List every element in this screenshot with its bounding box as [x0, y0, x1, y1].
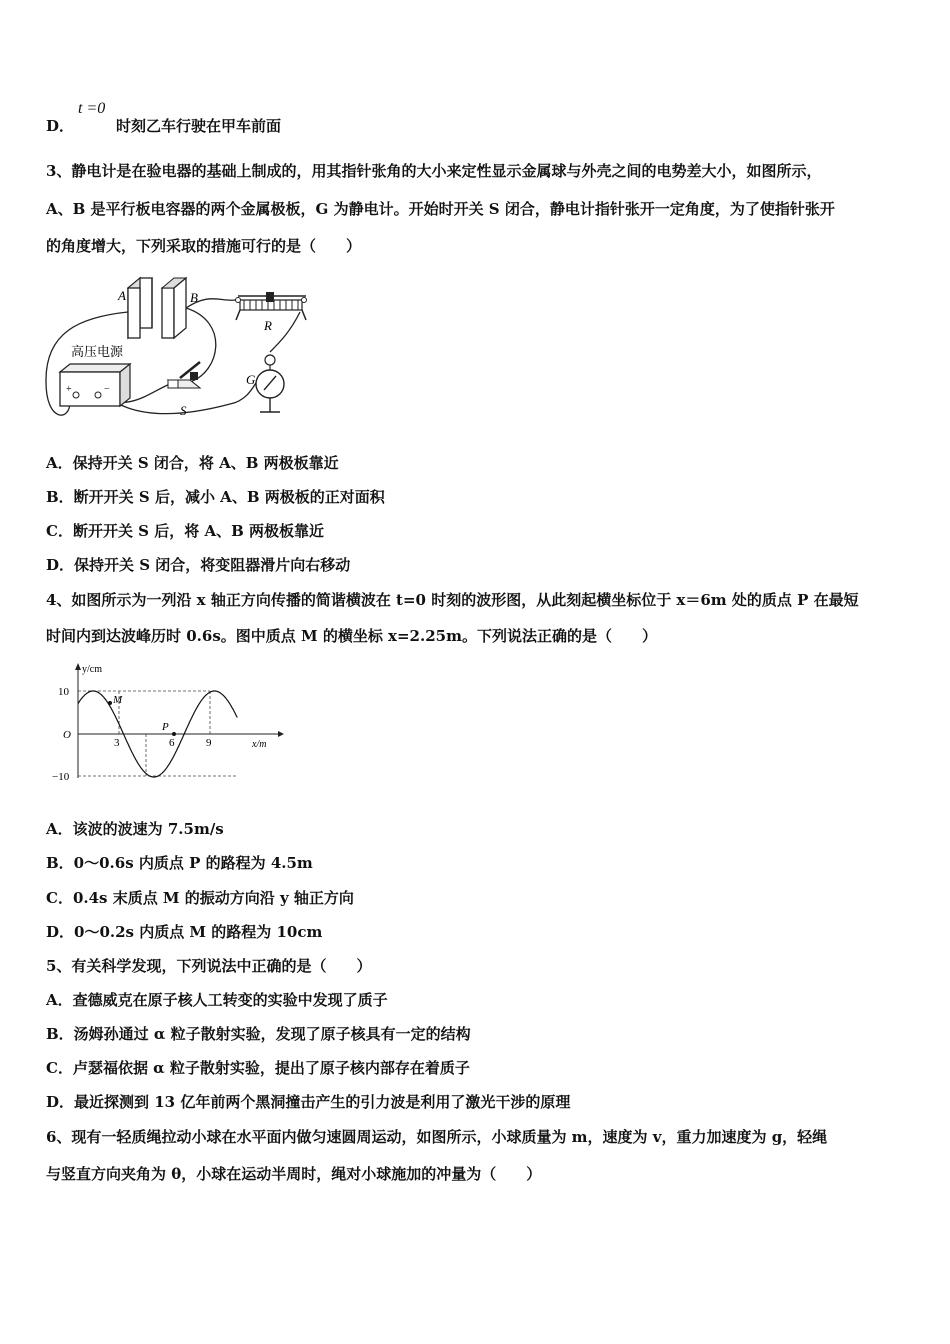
x-tick-3: 3 [114, 737, 120, 749]
option-letter: D． [46, 117, 75, 135]
q2-option-d-text: 时刻乙车行驶在甲车前面 [116, 117, 282, 135]
y-tick-top: 10 [58, 686, 69, 698]
q5-option-c: C．卢瑟福依据 α 粒子散射实验，提出了原子核内部存在着质子 [46, 1059, 470, 1077]
q3-stem-line2: A、B 是平行板电容器的两个金属极板，G 为静电计。开始时开关 S 闭合，静电计指针张开一定角度，为了使指针张开 [46, 200, 835, 218]
q3-option-a: A．保持开关 S 闭合，将 A、B 两极板靠近 [46, 454, 339, 472]
point-m-label: M [113, 694, 123, 706]
q6-stem-line2: 与竖直方向夹角为 θ，小球在运动半周时，绳对小球施加的冲量为（ ） [46, 1165, 542, 1183]
q6-stem-line1: 6、现有一轻质绳拉动小球在水平面内做匀速圆周运动，如图所示，小球质量为 m，速度为 v，重力加速度为 g，轻绳 [46, 1128, 828, 1146]
plate-b [162, 278, 186, 338]
point-p-dot [172, 732, 176, 736]
label-r: R [264, 318, 272, 333]
point-p-label: P [162, 721, 169, 733]
q5-option-b: B．汤姆孙通过 α 粒子散射实验，发现了原子核具有一定的结构 [46, 1025, 471, 1043]
q3-option-b: B．断开开关 S 后，减小 A、B 两极板的正对面积 [46, 488, 385, 506]
wave-graph [50, 660, 290, 785]
x-tick-6: 6 [169, 737, 175, 749]
q5-stem: 5、有关科学发现，下列说法中正确的是（ ） [46, 957, 372, 975]
q4-option-c: C．0.4s 末质点 M 的振动方向沿 y 轴正方向 [46, 889, 354, 907]
y-axis-label: y/cm [82, 664, 102, 675]
point-m-dot [108, 701, 112, 705]
q4-stem-line1: 4、如图所示为一列沿 x 轴正方向传播的简谐横波在 t=0 时刻的波形图，从此刻起横坐标位于 x＝6m 处的质点 P 在最短 [46, 591, 859, 609]
capacitor-circuit-figure [40, 272, 330, 432]
label-g: G [246, 372, 256, 387]
label-a: A [118, 288, 126, 303]
x-axis-label: x/m [252, 739, 267, 750]
q3-option-d: D．保持开关 S 闭合，将变阻器滑片向右移动 [46, 556, 351, 574]
electrometer [256, 355, 284, 412]
q5-option-a: A．查德威克在原子核人工转变的实验中发现了质子 [46, 991, 388, 1009]
q4-option-a: A．该波的波速为 7.5m/s [46, 820, 224, 838]
minus-sign: − [104, 384, 110, 395]
q5-option-d: D．最近探测到 13 亿年前两个黑洞撞击产生的引力波是利用了激光干涉的原理 [46, 1093, 571, 1111]
q3-stem-line3: 的角度增大，下列采取的措施可行的是（ ） [46, 237, 362, 255]
q3-option-c: C．断开开关 S 后，将 A、B 两极板靠近 [46, 522, 324, 540]
origin-label: O [63, 729, 71, 741]
plate-a [128, 278, 152, 338]
y-tick-bottom: −10 [52, 771, 70, 783]
x-tick-9: 9 [206, 737, 212, 749]
q3-stem-line1: 3、静电计是在验电器的基础上制成的，用其指针张角的大小来定性显示金属球与外壳之间的电势差大小，如图所示， [46, 162, 822, 180]
label-s: S [180, 403, 187, 418]
q4-option-d: D．0～0.2s 内质点 M 的路程为 10cm [46, 923, 323, 941]
rheostat [236, 292, 307, 320]
math-t-equals-zero: t =0 [78, 100, 106, 117]
q2-option-d [46, 116, 74, 136]
q4-option-b: B．0～0.6s 内质点 P 的路程为 4.5m [46, 854, 313, 872]
power-label: 高压电源 [71, 344, 124, 359]
label-b: B [190, 290, 198, 305]
plus-sign: + [66, 384, 72, 395]
switch-s [168, 362, 200, 388]
q4-stem-line2: 时间内到达波峰历时 0.6s。图中质点 M 的横坐标 x=2.25m。下列说法正确的是（ ） [46, 627, 657, 645]
